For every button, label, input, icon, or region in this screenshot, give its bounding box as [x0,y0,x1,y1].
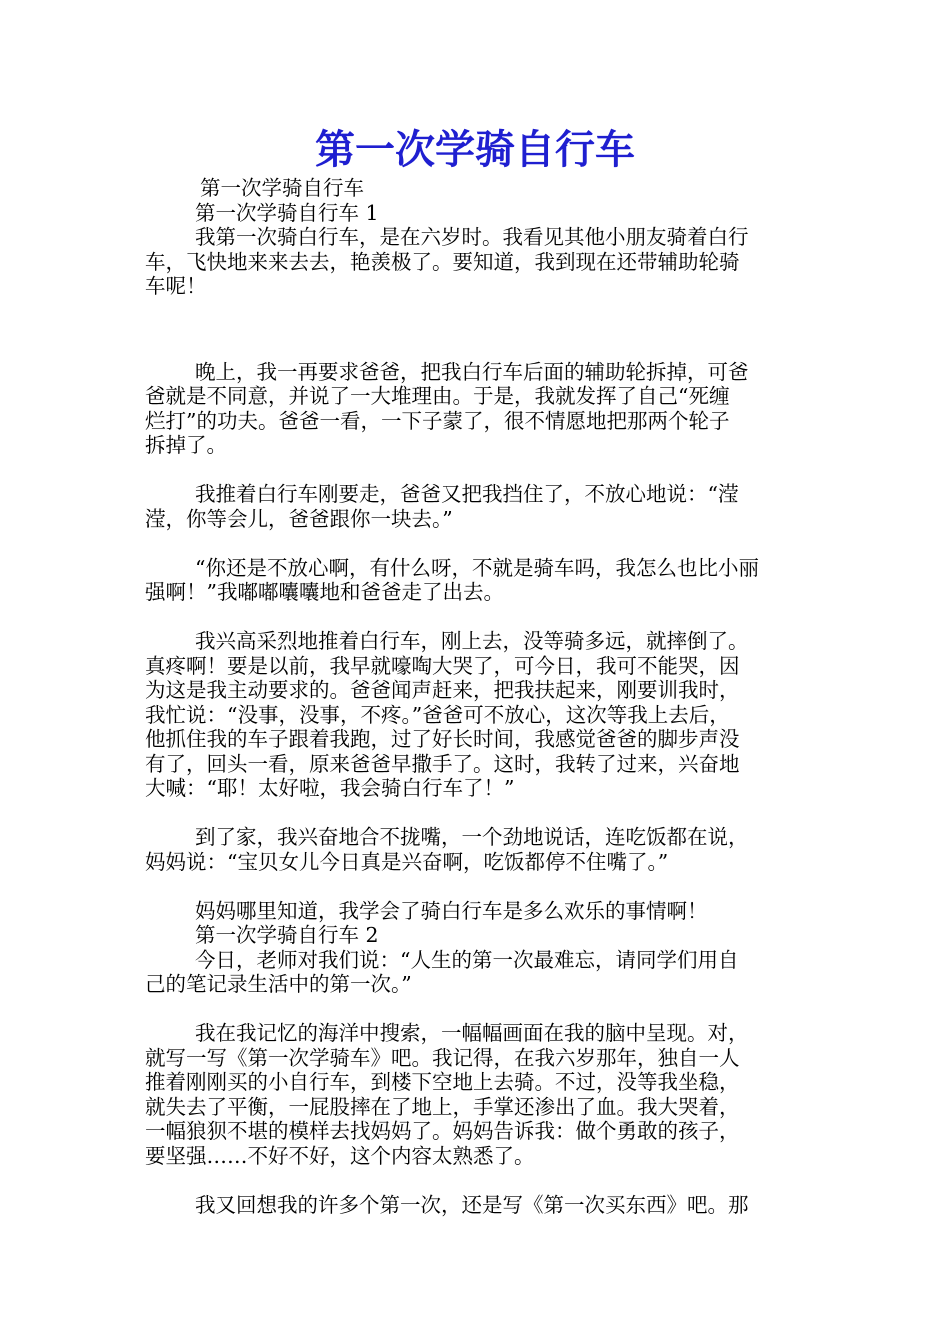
paragraph-line: 车，飞快地来来去去，艳羡极了。要知道，我到现在还带辅助轮骑 [145,249,740,274]
section-heading-1: 第一次学骑自行车 1 [195,200,379,225]
paragraph-line: 我兴高采烈地推着白行车，刚上去，没等骑多远，就摔倒了。 [195,629,749,653]
paragraph-line: 有了，回头一看，原来爸爸早撒手了。这时，我转了过来，兴奋地 [145,751,740,776]
paragraph-line: 己的笔记录生活中的第一次。” [145,972,412,996]
paragraph-line: 今日，老师对我们说：“人生的第一次最难忘，请同学们用自 [195,947,739,972]
paragraph-line: 滢，你等会儿，爸爸跟你一块去。” [145,506,453,531]
paragraph-line: 妈妈哪里知道，我学会了骑白行车是多么欢乐的事情啊！ [195,898,708,923]
subtitle: 第一次学骑自行车 [200,176,364,200]
paragraph-line: “你还是不放心啊，有什么呀，不就是骑车吗，我怎么也比小丽 [195,555,759,580]
paragraph-line: 到了家，我兴奋地合不拢嘴，一个劲地说话，连吃饭都在说， [195,825,749,849]
paragraph-line: 我忙说：“没事，没事，不疼。”爸爸可不放心，这次等我上去后， [145,702,730,727]
section-heading-2: 第一次学骑自行车 2 [195,923,379,947]
paragraph-line: 就写一写《第一次学骑车》吧。我记得，在我六岁那年，独自一人 [145,1045,740,1070]
paragraph-line: 就失去了平衡，一屁股摔在了地上，手掌还渗出了血。我大哭着， [145,1094,740,1119]
paragraph-line: 强啊！”我嘟嘟囔囔地和爸爸走了出去。 [145,580,504,604]
paragraph-line: 大喊：“耶！太好啦，我会骑白行车了！” [145,776,515,800]
paragraph-line: 我第一次骑白行车，是在六岁时。我看见其他小朋友骑着白行 [195,225,749,249]
paragraph-line: 烂打”的功夫。爸爸一看，一下子蒙了，很不情愿地把那两个轮子 [145,408,730,433]
paragraph-line: 真疼啊！要是以前，我早就嚎啕大哭了，可今日，我可不能哭，因 [145,653,740,678]
paragraph-line: 我在我记忆的海洋中搜索，一幅幅画面在我的脑中呈现。对， [195,1021,749,1045]
paragraph-line: 推着刚刚买的小自行车，到楼下空地上去骑。不过，没等我坐稳， [145,1070,740,1094]
paragraph-line: 晚上，我一再要求爸爸，把我白行车后面的辅助轮拆掉，可爸 [195,359,749,384]
paragraph-line: 拆掉了。 [145,433,227,457]
document-title: 第一次学骑自行车 [315,127,635,173]
paragraph-line: 我推着白行车刚要走，爸爸又把我挡住了，不放心地说：“滢 [195,482,739,506]
paragraph-line: 要坚强……不好不好，这个内容太熟悉了。 [145,1143,535,1168]
paragraph-line: 我又回想我的许多个第一次，还是写《第一次买东西》吧。那 [195,1192,749,1217]
paragraph-line: 一幅狼狈不堪的模样去找妈妈了。妈妈告诉我：做个勇敢的孩子， [145,1119,740,1143]
document-body [145,176,805,1217]
paragraph-line: 爸就是不同意，并说了一大堆理由。于是，我就发挥了自己“死缠 [145,384,730,408]
paragraph-line: 车呢！ [145,274,207,298]
paragraph-line: 他抓住我的车子跟着我跑，过了好长时间，我感觉爸爸的脚步声没 [145,727,740,751]
paragraph-line: 为这是我主动要求的。爸爸闻声赶来，把我扶起来，刚要训我时， [145,678,740,702]
paragraph-line: 妈妈说：“宝贝女儿今日真是兴奋啊，吃饭都停不住嘴了。” [145,849,669,874]
